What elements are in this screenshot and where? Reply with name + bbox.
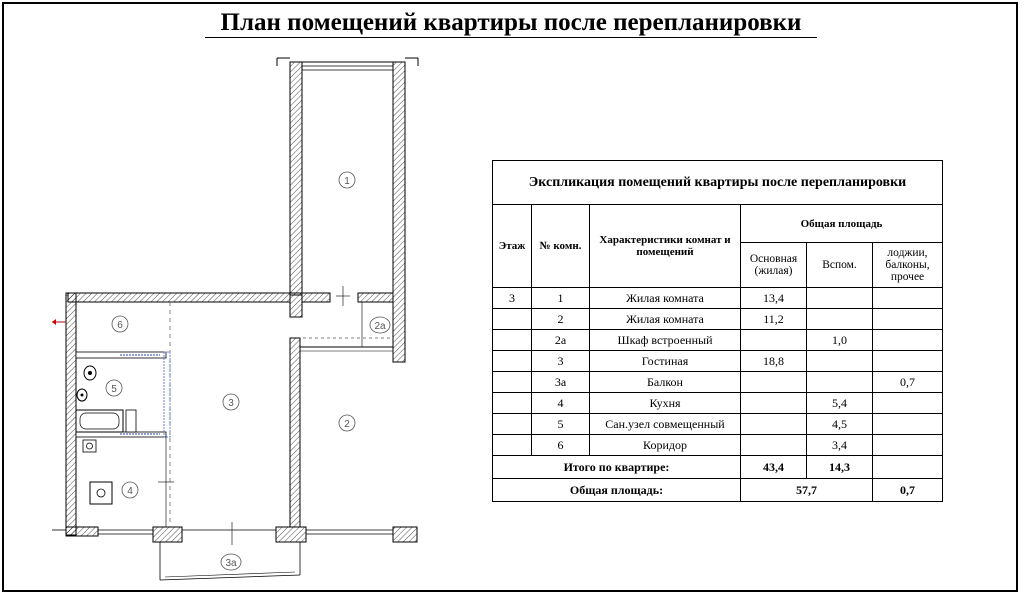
room-label-4 xyxy=(122,482,138,498)
table-row xyxy=(493,288,943,309)
table-row xyxy=(493,351,943,372)
svg-text:2а: 2а xyxy=(374,321,386,332)
table-body xyxy=(493,288,943,456)
cell-floor xyxy=(493,372,532,393)
cell-other xyxy=(873,351,943,372)
page-title: План помещений квартиры после перепланировки xyxy=(220,9,802,36)
cell-main: 11,2 xyxy=(741,309,807,330)
cell-main xyxy=(741,414,807,435)
cell-room-no: 5 xyxy=(532,414,590,435)
cell-room-no: 3 xyxy=(532,351,590,372)
table-row xyxy=(493,372,943,393)
cell-floor xyxy=(493,351,532,372)
cell-main: 18,8 xyxy=(741,351,807,372)
cell-other xyxy=(873,288,943,309)
explication-table xyxy=(492,160,943,502)
room-label-6 xyxy=(112,316,128,332)
cell-room-no: 2а xyxy=(532,330,590,351)
table-row xyxy=(493,435,943,456)
total-apartment-main: 43,4 xyxy=(741,456,807,479)
cell-aux: 5,4 xyxy=(807,393,873,414)
table-row xyxy=(493,393,943,414)
cell-main xyxy=(741,393,807,414)
cell-aux: 1,0 xyxy=(807,330,873,351)
svg-text:4: 4 xyxy=(127,486,133,497)
cell-aux xyxy=(807,372,873,393)
header-main: Основная (жилая) xyxy=(741,243,807,288)
cell-name: Шкаф встроенный xyxy=(590,330,741,351)
header-aux: Вспом. xyxy=(807,243,873,288)
svg-text:3: 3 xyxy=(228,398,234,409)
cell-main xyxy=(741,435,807,456)
cell-aux: 4,5 xyxy=(807,414,873,435)
cell-aux xyxy=(807,351,873,372)
cell-name: Жилая комната xyxy=(590,309,741,330)
cell-name: Балкон xyxy=(590,372,741,393)
table-row xyxy=(493,414,943,435)
total-area-other: 0,7 xyxy=(873,479,943,502)
header-total-area: Общая площадь xyxy=(741,205,943,243)
room-label-5 xyxy=(106,380,122,396)
svg-text:6: 6 xyxy=(117,320,123,331)
cell-room-no: 4 xyxy=(532,393,590,414)
room-label-2a xyxy=(370,317,390,333)
cell-room-no: 3а xyxy=(532,372,590,393)
total-area-value: 57,7 xyxy=(741,479,873,502)
cell-floor xyxy=(493,309,532,330)
cell-aux xyxy=(807,309,873,330)
room-label-1 xyxy=(339,172,355,188)
header-loggia: лоджии, балконы, прочее xyxy=(873,243,943,288)
bottom-wall xyxy=(66,527,417,542)
cell-other: 0,7 xyxy=(873,372,943,393)
inner-wall-2-3 xyxy=(290,302,393,527)
cell-floor xyxy=(493,414,532,435)
cell-room-no: 2 xyxy=(532,309,590,330)
header-characteristics: Характеристики комнат и помещений xyxy=(590,205,741,288)
cell-main xyxy=(741,372,807,393)
cell-name: Сан.узел совмещенный xyxy=(590,414,741,435)
svg-text:2: 2 xyxy=(344,419,350,430)
cell-aux: 3,4 xyxy=(807,435,873,456)
svg-text:1: 1 xyxy=(344,176,350,187)
cell-main xyxy=(741,330,807,351)
header-room-no: № комн. xyxy=(532,205,590,288)
svg-text:5: 5 xyxy=(111,384,117,395)
cell-floor xyxy=(493,330,532,351)
total-apartment-label: Итого по квартире: xyxy=(493,456,741,479)
cell-other xyxy=(873,414,943,435)
bathroom-5 xyxy=(76,340,170,452)
cell-name: Кухня xyxy=(590,393,741,414)
table-row xyxy=(493,309,943,330)
room-label-2 xyxy=(339,415,355,431)
room-label-3a xyxy=(221,554,241,570)
stove-icon xyxy=(90,482,112,504)
cell-other xyxy=(873,393,943,414)
cell-floor xyxy=(493,435,532,456)
total-area-label: Общая площадь: xyxy=(493,479,741,502)
cell-floor xyxy=(493,393,532,414)
cell-floor: 3 xyxy=(493,288,532,309)
cell-room-no: 6 xyxy=(532,435,590,456)
entrance-arrow xyxy=(52,319,66,325)
total-apartment-aux: 14,3 xyxy=(807,456,873,479)
cell-name: Коридор xyxy=(590,435,741,456)
cell-room-no: 1 xyxy=(532,288,590,309)
cell-name: Гостиная xyxy=(590,351,741,372)
left-outer-wall xyxy=(52,293,76,535)
total-apartment-other xyxy=(873,456,943,479)
header-floor: Этаж xyxy=(493,205,532,288)
cell-other xyxy=(873,330,943,351)
cell-aux xyxy=(807,288,873,309)
central-wall xyxy=(68,286,393,317)
table-row xyxy=(493,330,943,351)
table-caption: Экспликация помещений квартиры после перепланировки xyxy=(493,161,943,205)
cell-main: 13,4 xyxy=(741,288,807,309)
cell-other xyxy=(873,309,943,330)
room-label-3 xyxy=(223,394,239,410)
cell-other xyxy=(873,435,943,456)
cell-name: Жилая комната xyxy=(590,288,741,309)
svg-text:3а: 3а xyxy=(225,558,237,569)
